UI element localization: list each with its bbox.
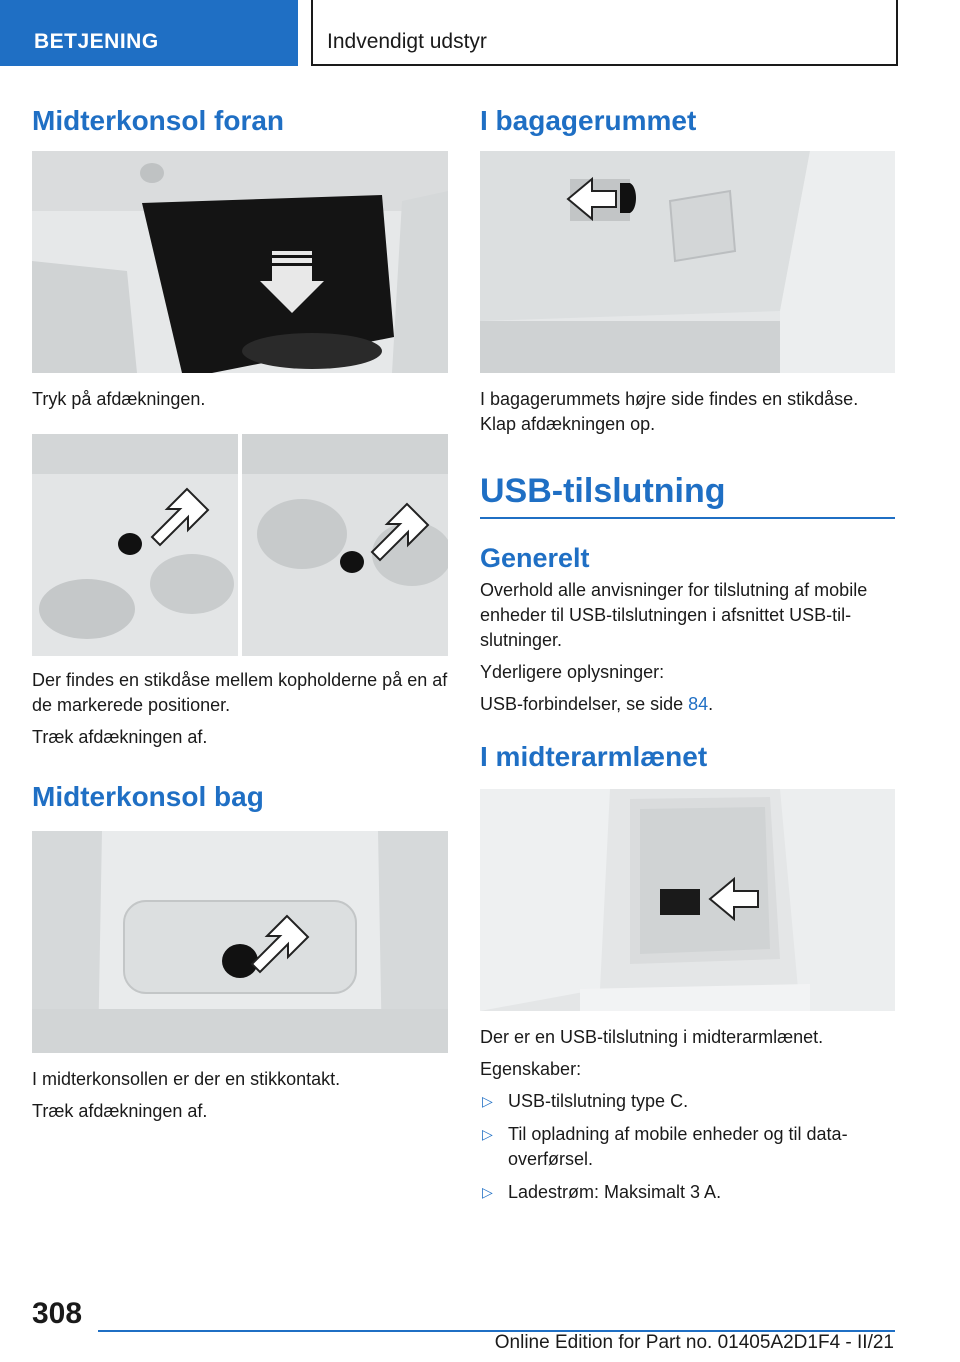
rear-console-image xyxy=(32,831,448,1053)
heading-trunk: I bagagerummet xyxy=(480,105,697,136)
feature-text: Ladestrøm: Maksimalt 3 A. xyxy=(508,1181,722,1202)
triangle-right-icon: ▷ xyxy=(482,1092,493,1109)
more-info-label: Yderligere oplysninger: xyxy=(480,661,665,682)
front-console-caption: Tryk på afdækningen. xyxy=(32,389,206,409)
edition-footer: Online Edition for Part no. 01405A2D1F4 - II/21 xyxy=(494,1332,894,1353)
list-item xyxy=(480,1180,896,1205)
chapter-header xyxy=(311,0,898,66)
cupholder-instruction: Træk afdækningen af. xyxy=(32,727,208,747)
heading-front-console: Midterkonsol foran xyxy=(32,105,285,136)
triangle-right-icon: ▷ xyxy=(482,1183,493,1200)
list-item xyxy=(480,1089,896,1114)
list-item xyxy=(480,1122,896,1172)
rear-console-caption: I midterkonsollen er der en stikkontakt. xyxy=(32,1069,341,1089)
heading-general: Generelt xyxy=(480,542,590,573)
section-label: BETJENING xyxy=(34,30,159,53)
section-tab xyxy=(0,0,298,66)
left-column xyxy=(32,96,448,1124)
heading-usb: USB-tilslutning xyxy=(480,472,726,510)
rear-console-instruction: Træk afdækningen af. xyxy=(32,1101,208,1121)
features-label: Egenskaber: xyxy=(480,1058,582,1079)
usb-reference-text: USB-forbindelser, se side xyxy=(480,693,689,714)
triangle-right-icon: ▷ xyxy=(482,1125,493,1142)
usb-reference-page-link[interactable]: 84 xyxy=(688,693,709,714)
usb-heading-rule xyxy=(480,517,895,519)
features-list xyxy=(480,1089,896,1205)
feature-text: USB-tilslutning type C. xyxy=(508,1090,689,1111)
heading-armrest: I midterarmlænet xyxy=(480,740,708,772)
trunk-image xyxy=(480,151,895,373)
trunk-caption: I bagagerummets højre side findes en stikdåse. Klap afdækningen op. xyxy=(480,389,859,434)
page-number: 308 xyxy=(32,1297,83,1330)
front-console-image xyxy=(32,151,448,373)
cupholder-caption: Der findes en stikdåse mellem kopholderne på en af de markerede positioner. xyxy=(32,670,448,715)
cupholder-image xyxy=(32,434,448,656)
chapter-title: Indvendigt udstyr xyxy=(327,30,487,53)
armrest-caption: Der er en USB-tilslutning i midterarmlænet. xyxy=(480,1026,824,1047)
usb-reference xyxy=(480,692,896,717)
general-text: Overhold alle anvisninger for tilslutning af mobile enheder til USB-tilslutningen i afsnittet USB-tilslutninger. xyxy=(480,579,868,650)
feature-text: Til opladning af mobile enheder og til dataoverførsel. xyxy=(508,1123,848,1169)
heading-rear-console: Midterkonsol bag xyxy=(32,781,264,812)
armrest-image xyxy=(480,789,895,1011)
usb-reference-end: . xyxy=(708,693,714,714)
right-column xyxy=(480,96,896,1213)
